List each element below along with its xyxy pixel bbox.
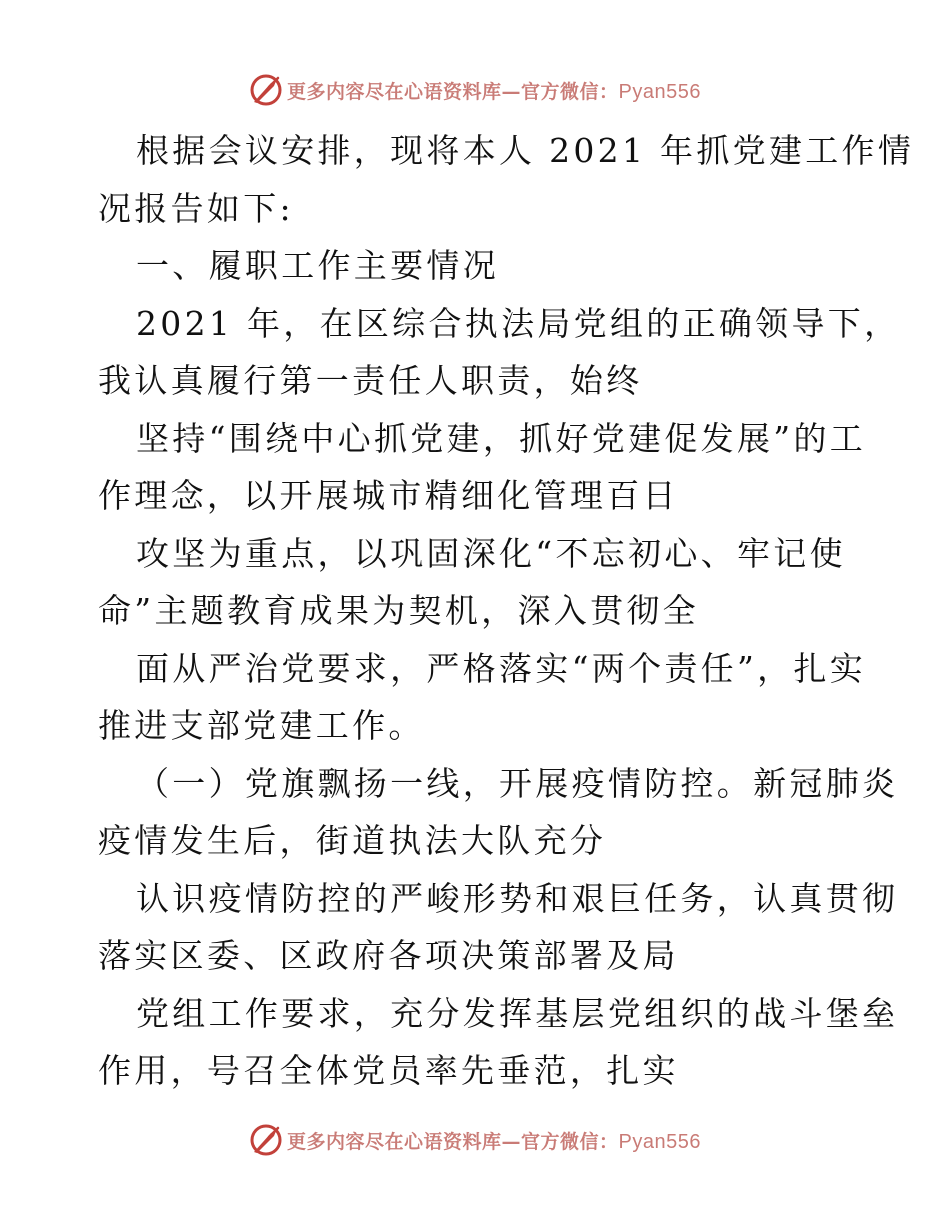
text-line: （一）党旗飘扬一线，开展疫情防控。新冠肺炎 bbox=[136, 763, 899, 803]
watermark-text bbox=[287, 1127, 701, 1154]
text-line: 根据会议安排，现将本人 2021 年抓党建工作情 bbox=[136, 131, 915, 170]
quill-logo-icon bbox=[249, 1123, 283, 1157]
text-line: 2021 年，在区综合执法局党组的正确领导下， bbox=[136, 303, 901, 343]
watermark-account: Pyan556 bbox=[618, 1130, 701, 1153]
text-line: 攻坚为重点，以巩固深化“不忘初心、牢记使 bbox=[136, 533, 846, 573]
text-line: 面从严治党要求，严格落实“两个责任”，扎实 bbox=[136, 648, 867, 688]
text-line: 作理念，以开展城市精细化管理百日 bbox=[98, 476, 679, 515]
text-line: 落实区委、区政府各项决策部署及局 bbox=[98, 936, 679, 975]
text-line: 况报告如下: bbox=[98, 188, 294, 228]
text-line: 认识疫情防控的严峻形势和艰巨任务，认真贯彻 bbox=[136, 878, 899, 918]
text-line: 作用，号召全体党员率先垂范，扎实 bbox=[98, 1051, 679, 1090]
quill-logo-icon bbox=[249, 73, 283, 107]
text-line: 坚持“围绕中心抓党建，抓好党建促发展”的工 bbox=[136, 418, 867, 458]
watermark-header bbox=[0, 70, 950, 110]
watermark-account: Pyan556 bbox=[618, 80, 701, 103]
watermark-text bbox=[287, 77, 701, 104]
text-line: 推进支部党建工作。 bbox=[98, 706, 425, 745]
watermark-prefix: 更多内容尽在心语资料库—官方微信： bbox=[287, 1130, 619, 1153]
text-line: 我认真履行第一责任人职责，始终 bbox=[98, 361, 643, 400]
watermark-prefix: 更多内容尽在心语资料库—官方微信： bbox=[287, 80, 619, 103]
document-body bbox=[98, 122, 915, 1100]
watermark-footer bbox=[0, 1120, 950, 1160]
text-line: 疫情发生后，街道执法大队充分 bbox=[98, 821, 607, 860]
text-line: 命”主题教育成果为契机，深入贯彻全 bbox=[98, 591, 699, 630]
text-line: 党组工作要求，充分发挥基层党组织的战斗堡垒 bbox=[136, 993, 899, 1033]
text-line: 一、履职工作主要情况 bbox=[136, 246, 499, 285]
